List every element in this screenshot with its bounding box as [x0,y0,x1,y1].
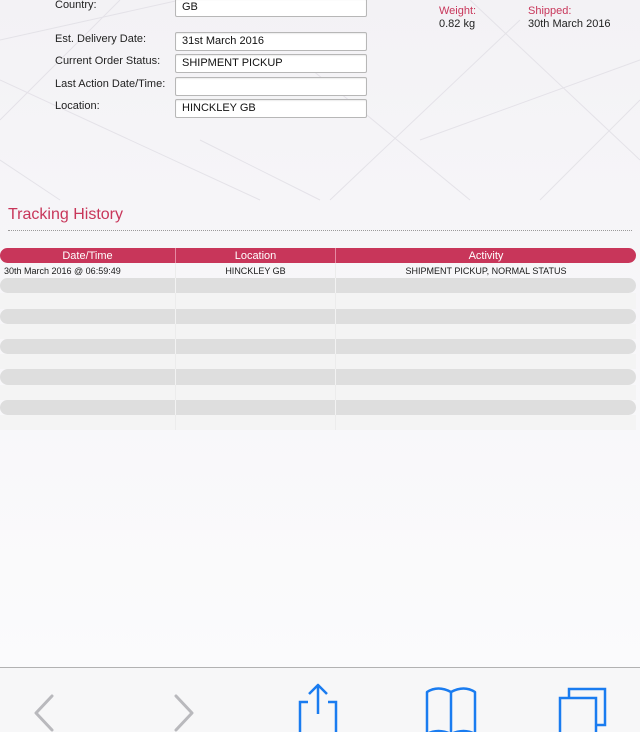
back-button[interactable] [0,668,90,732]
tracking-history-title: Tracking History [8,206,123,223]
browser-toolbar [0,667,640,732]
column-header-location: Location [175,248,335,263]
row-datetime: 30th March 2016 @ 06:59:49 [4,266,121,276]
chevron-right-icon [140,668,230,732]
shipped-label: Shipped: [528,5,572,17]
row-activity: SHIPMENT PICKUP, NORMAL STATUS [335,263,636,278]
status-field[interactable]: SHIPMENT PICKUP [175,54,367,73]
tracking-history-table [0,248,636,430]
table-row-empty [0,400,636,415]
location-label: Location: [55,100,100,112]
status-label: Current Order Status: [55,55,161,67]
table-row-empty [0,339,636,354]
country-field[interactable]: GB [175,0,367,17]
table-row [0,263,636,278]
forward-button[interactable] [140,668,230,732]
share-button[interactable] [273,668,363,732]
table-header [0,248,636,263]
last-action-label: Last Action Date/Time: [55,78,166,90]
location-field[interactable]: HINCKLEY GB [175,99,367,118]
chevron-left-icon [0,668,90,732]
country-label: Country: [55,0,97,11]
weight-label: Weight: [439,5,477,17]
tabs-icon [540,668,630,732]
last-action-field[interactable] [175,77,367,96]
shipped-value: 30th March 2016 [528,18,611,30]
table-row-empty [0,354,636,369]
weight-value: 0.82 kg [439,18,476,30]
table-row-empty [0,369,636,384]
section-divider [8,230,632,231]
table-row-empty [0,415,636,430]
row-location: HINCKLEY GB [175,263,335,278]
tabs-button[interactable] [540,668,630,732]
column-header-datetime: Date/Time [62,250,113,262]
table-row-empty [0,293,636,308]
table-row-empty [0,324,636,339]
book-icon [406,668,496,732]
table-row-empty [0,385,636,400]
column-header-activity: Activity [335,248,636,263]
table-row-empty [0,309,636,324]
table-row-empty [0,278,636,293]
share-icon [273,668,363,732]
est-delivery-label: Est. Delivery Date: [55,33,147,45]
est-delivery-field[interactable]: 31st March 2016 [175,32,367,51]
bookmarks-button[interactable] [406,668,496,732]
